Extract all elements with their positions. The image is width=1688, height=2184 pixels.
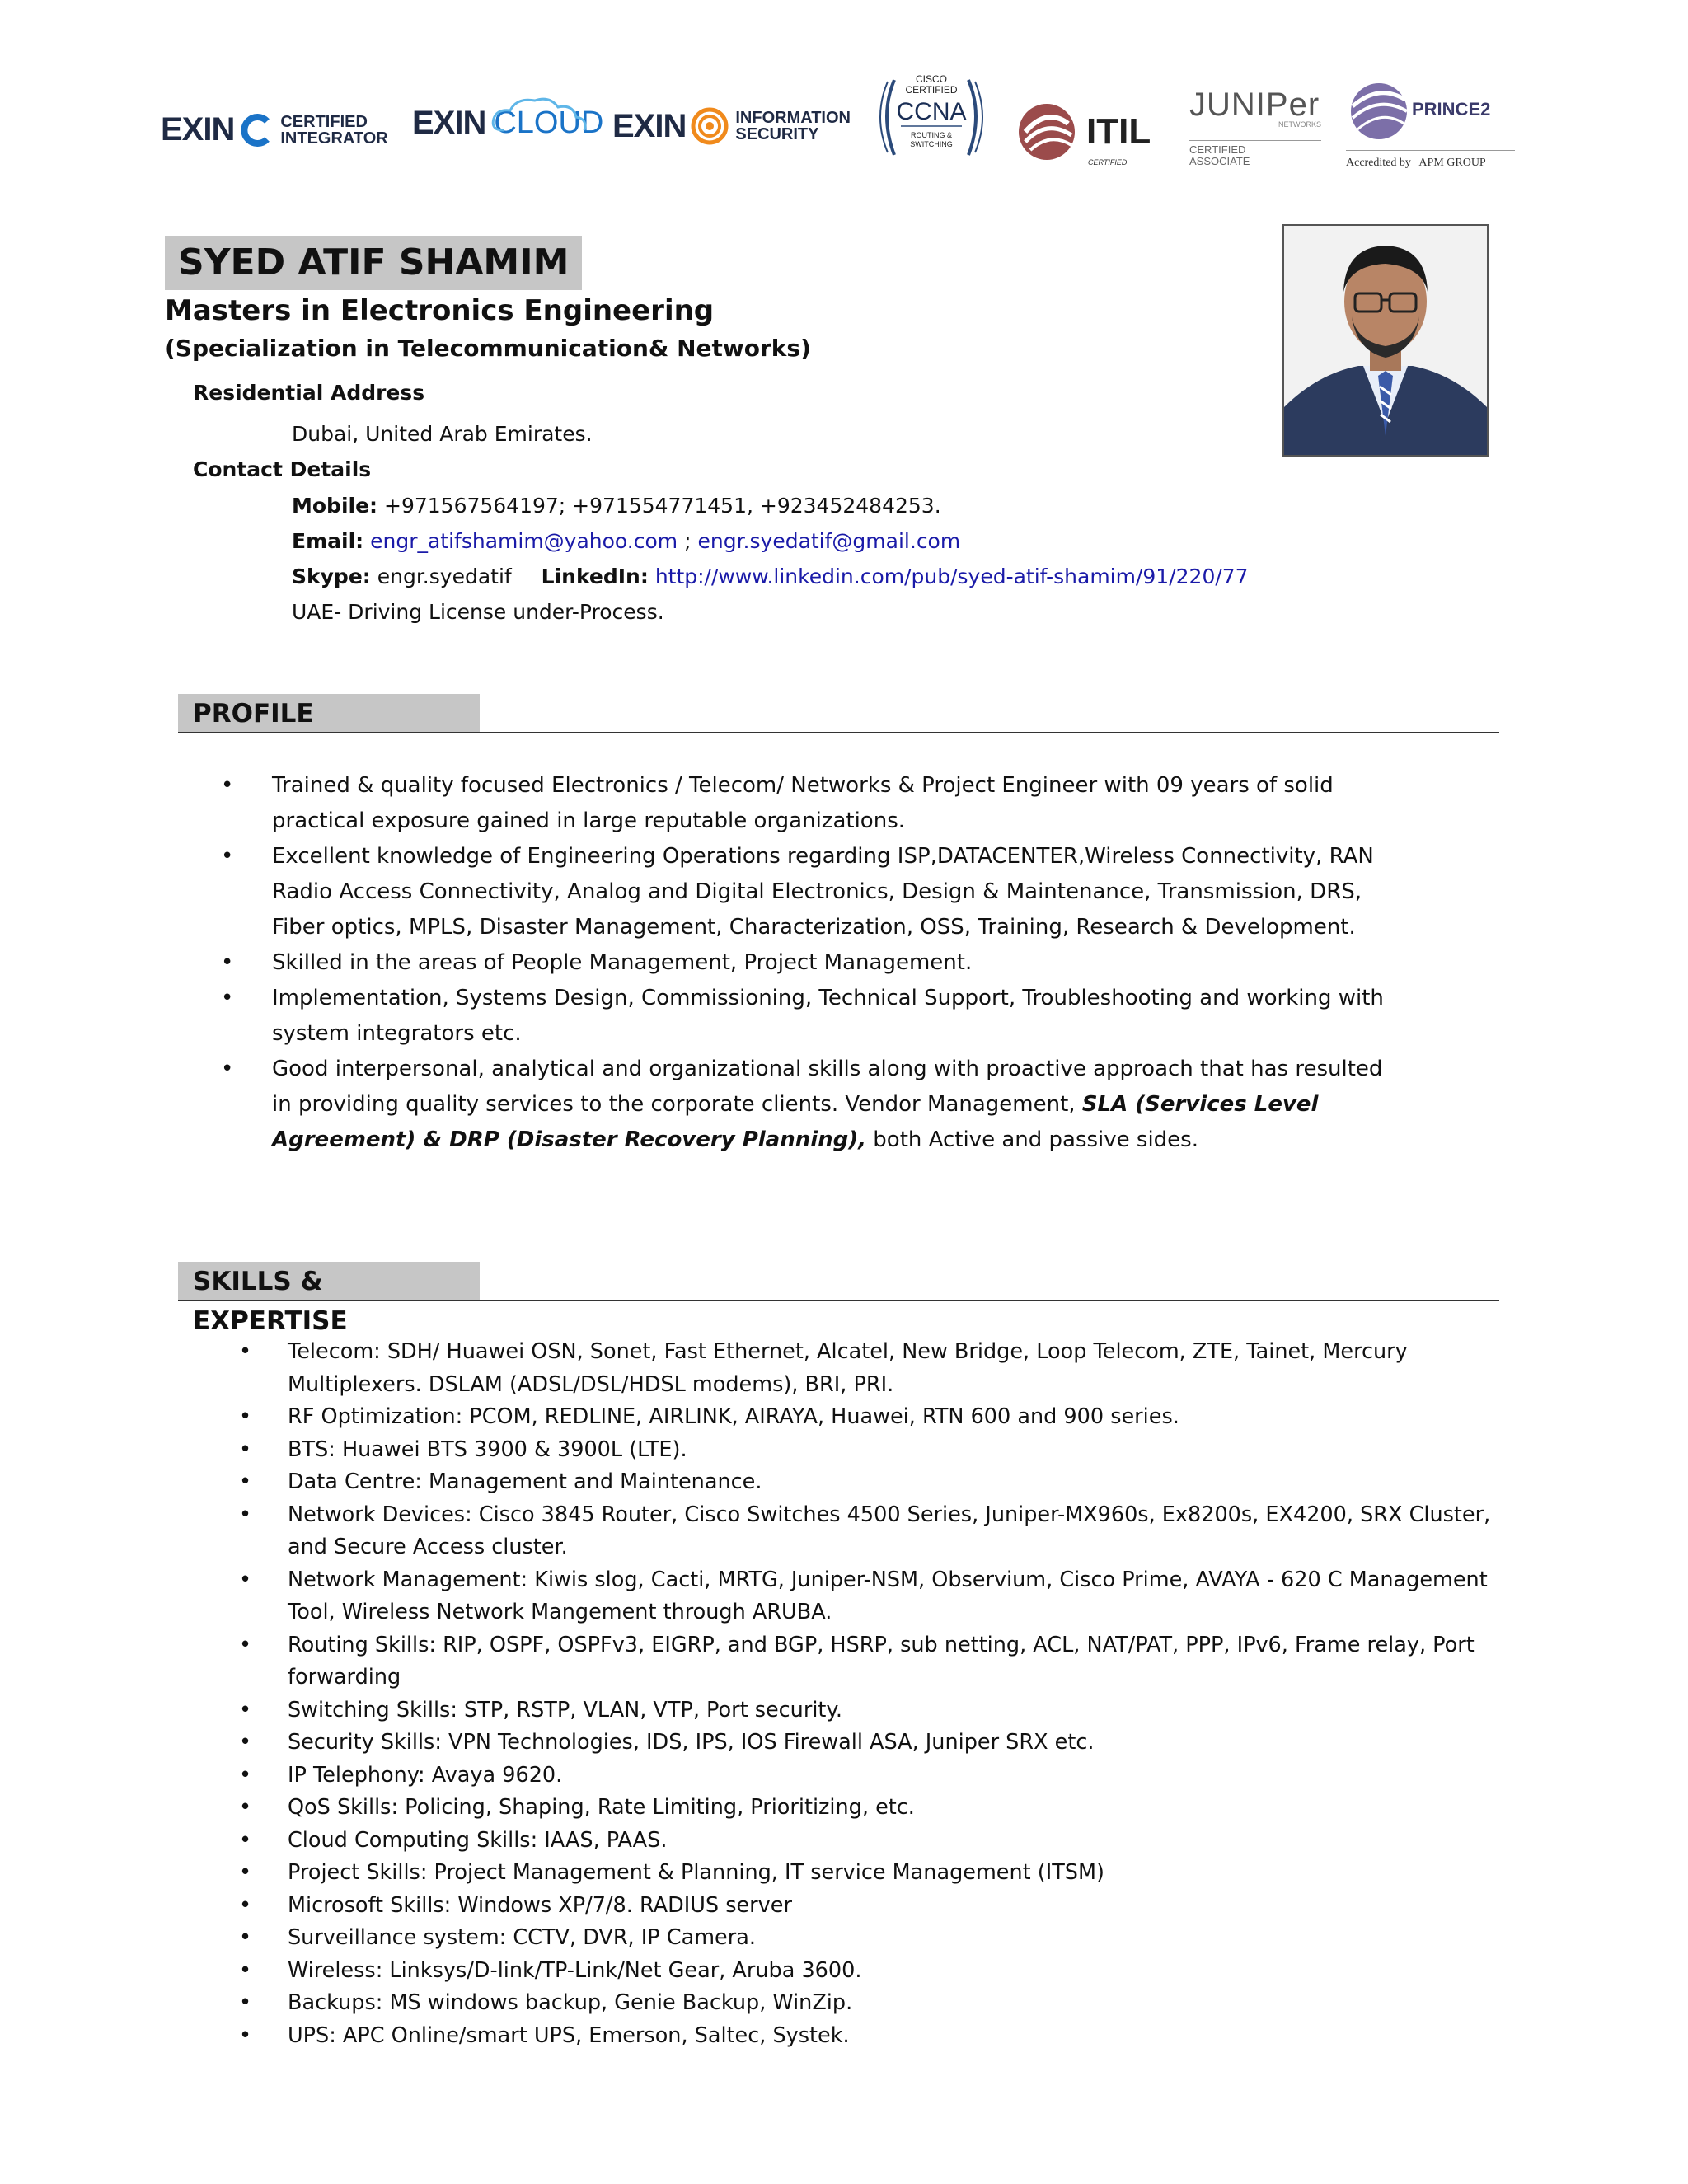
svg-text:CERTIFIED: CERTIFIED xyxy=(905,84,958,96)
skill-item: • Telecom: SDH/ Huawei OSN, Sonet, Fast Ethernet, Alcatel, New Bridge, Loop Telecom, ZTE, Tainet, Mercury Multiplexers. DSLAM (ADSL/DSL/HDSL modems), BRI, PRI. xyxy=(239,1339,1408,1397)
profile-photo xyxy=(1282,224,1489,457)
person-portrait-icon xyxy=(1284,226,1487,455)
profile-heading-box xyxy=(178,694,480,732)
exin-cloud-logo: EXIN CLOUD xyxy=(412,105,603,142)
skill-item: • Backups: MS windows backup, Genie Backup, WinZip. xyxy=(239,1990,853,2015)
profile-item: • Good interpersonal, analytical and organizational skills along with proactive approach that has resulted in providing quality services to the corporate clients. Vendor Management, SLA (Services Level Agreement) & DRP (Disaster Recovery Planning), both Active and passive sides. xyxy=(221,1057,1383,1152)
prince2-globe-icon xyxy=(1346,78,1412,144)
skype-label: Skype: xyxy=(292,565,371,588)
itil-swirl-icon xyxy=(1014,99,1080,165)
skills-divider xyxy=(178,1300,1499,1301)
residential-address-label: Residential Address xyxy=(193,381,425,405)
exin-certified-integrator-logo xyxy=(161,111,388,148)
skill-item: • Microsoft Skills: Windows XP/7/8. RADIUS server xyxy=(239,1892,792,1918)
address-value: Dubai, United Arab Emirates. xyxy=(292,422,593,446)
skill-item: • Surveillance system: CCTV, DVR, IP Camera. xyxy=(239,1925,756,1950)
skill-item: • Switching Skills: STP, RSTP, VLAN, VTP, Port security. xyxy=(239,1697,842,1722)
target-icon xyxy=(691,107,729,145)
linkedin-label: LinkedIn: xyxy=(541,565,649,588)
mobile-label: Mobile: xyxy=(292,494,378,518)
skill-item: • QoS Skills: Policing, Shaping, Rate Limiting, Prioritizing, etc. xyxy=(239,1795,915,1820)
certification-logos xyxy=(161,70,1521,177)
profile-item: • Trained & quality focused Electronics / Telecom/ Networks & Project Engineer with 09 years of solid practical exposure gained in large reputable organizations. xyxy=(221,773,1334,833)
skill-item: • RF Optimization: PCOM, REDLINE, AIRLINK, AIRAYA, Huawei, RTN 600 and 900 series. xyxy=(239,1404,1179,1429)
contact-details-label: Contact Details xyxy=(193,457,372,481)
email-line: Email: engr_atifshamim@yahoo.com ; engr.syedatif@gmail.com xyxy=(292,529,961,553)
skill-item: • Wireless: Linksys/D-link/TP-Link/Net Gear, Aruba 3600. xyxy=(239,1957,862,1983)
juniper-logo: JUNIPer NETWORKS CERTIFIED ASSOCIATE xyxy=(1189,87,1321,167)
skype-value: engr.syedatif xyxy=(370,565,512,588)
skill-item: • Security Skills: VPN Technologies, IDS, IPS, IOS Firewall ASA, Juniper SRX etc. xyxy=(239,1730,1095,1755)
skills-list xyxy=(239,1336,1525,2052)
svg-text:ROUTING &: ROUTING & xyxy=(910,131,953,139)
certified-integrator-text: CERTIFIED INTEGRATOR xyxy=(280,112,388,148)
mobile-line xyxy=(292,494,941,518)
skype-linkedin-line xyxy=(292,565,1249,588)
email-link-yahoo[interactable]: engr_atifshamim@yahoo.com xyxy=(370,529,678,553)
information-security-text: INFORMATION SECURITY xyxy=(735,109,851,143)
profile-list xyxy=(221,768,1391,1158)
exin-wordmark: EXIN xyxy=(161,111,235,148)
svg-text:CCNA: CCNA xyxy=(896,98,967,125)
linkedin-link[interactable]: http://www.linkedin.com/pub/syed-atif-shamim/91/220/77 xyxy=(654,565,1249,588)
degree-title: Masters in Electronics Engineering xyxy=(165,294,715,327)
skill-item: • Project Skills: Project Management & Planning, IT service Management (ITSM) xyxy=(239,1860,1104,1885)
profile-item: • Implementation, Systems Design, Commissioning, Technical Support, Troubleshooting and working with system integrators etc. xyxy=(221,986,1384,1046)
profile-item: • Excellent knowledge of Engineering Operations regarding ISP,DATACENTER,Wireless Connectivity, RAN Radio Access Connectivity, Analog and Digital Electronics, Design & Maintenance, Transmission, DRS, Fiber optics, MPLS, Disaster Management, Characterization, OSS, Training, Research & Development. xyxy=(221,844,1374,940)
profile-divider xyxy=(178,732,1499,733)
email-link-gmail[interactable]: engr.syedatif@gmail.com xyxy=(697,529,961,553)
specialization: (Specialization in Telecommunication& Networks) xyxy=(165,335,811,362)
cloud-icon xyxy=(487,94,594,140)
skill-item: • Data Centre: Management and Maintenance. xyxy=(239,1469,762,1494)
itil-logo: ITIL CERTIFIED xyxy=(1014,99,1151,165)
skill-item: • Cloud Computing Skills: IAAS, PAAS. xyxy=(239,1827,668,1853)
svg-text:CISCO: CISCO xyxy=(915,73,948,85)
profile-heading: PROFILE xyxy=(193,699,314,729)
profile-item: • Skilled in the areas of People Management, Project Management. xyxy=(221,950,973,975)
skill-item: • IP Telephony: Avaya 9620. xyxy=(239,1762,563,1788)
skill-item: • Network Management: Kiwis slog, Cacti, MRTG, Juniper-NSM, Observium, Cisco Prime, AVAYA - 620 C Management Tool, Wireless Network Mangement through ARUBA. xyxy=(239,1567,1488,1624)
skill-item: • BTS: Huawei BTS 3900 & 3900L (LTE). xyxy=(239,1436,687,1462)
skills-heading: SKILLS & EXPERTISE xyxy=(193,1267,348,1336)
mobile-value: +971567564197; +971554771451, +923452484253. xyxy=(377,494,941,518)
ccna-badge-icon xyxy=(870,70,993,165)
skill-item: • Routing Skills: RIP, OSPF, OSPFv3, EIGRP, and BGP, HSRP, sub netting, ACL, NAT/PAT, PPP, IPv6, Frame relay, Port forwarding xyxy=(239,1632,1475,1690)
skills-heading-box xyxy=(178,1262,480,1336)
email-label: Email: xyxy=(292,529,364,553)
driving-license-note: UAE- Driving License under-Process. xyxy=(292,600,664,624)
exin-information-security-logo: EXIN INFORMATION SECURITY xyxy=(612,107,851,144)
prince2-logo: PRINCE2 Accredited by APM GROUP xyxy=(1346,74,1519,173)
candidate-name: SYED ATIF SHAMIM xyxy=(165,236,582,290)
skill-item: • UPS: APC Online/smart UPS, Emerson, Saltec, Systek. xyxy=(239,2022,850,2048)
svg-text:SWITCHING: SWITCHING xyxy=(910,140,953,148)
skill-item: • Network Devices: Cisco 3845 Router, Cisco Switches 4500 Series, Juniper-MX960s, Ex8200s, EX4200, SRX Cluster, and Secure Access cluster. xyxy=(239,1502,1491,1559)
ccna-badge xyxy=(870,70,993,165)
exin-c-icon xyxy=(239,113,274,148)
